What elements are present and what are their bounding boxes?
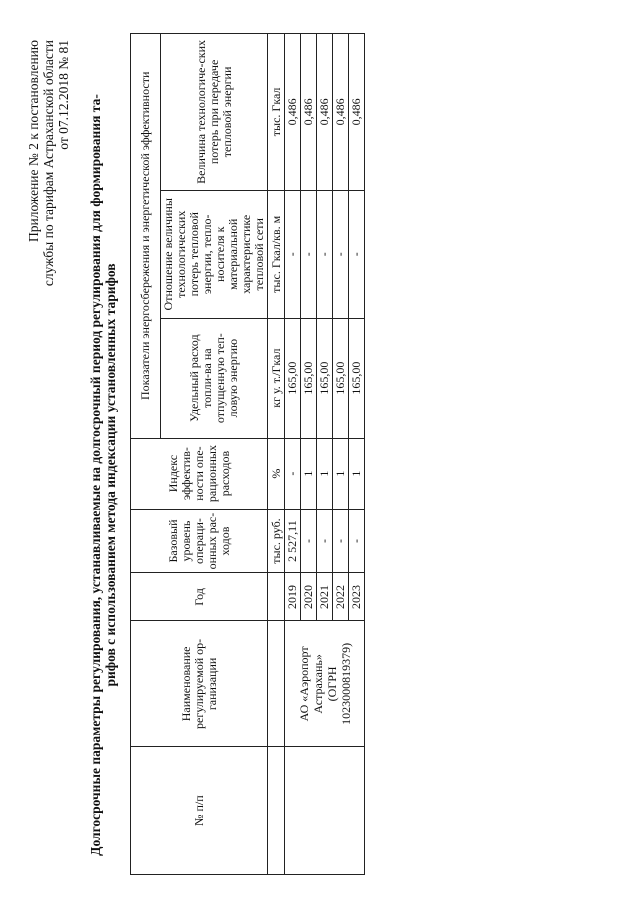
col-header-base: Базовый уровень операци-онных рас-ходов [131,509,268,573]
cell-base: - [333,509,349,573]
col-header-ratio: Отношение величины технологических потерь тепловой энергии, тепло-носителя к материальной характеристике тепловой сети [161,190,268,318]
cell-ratio: - [301,190,317,318]
cell-year: 2023 [349,573,365,621]
cell-organization [285,621,365,747]
cell-fuel: 165,00 [301,318,317,438]
cell-losses: 0,486 [349,34,365,191]
org-line-2: Астрахань» [310,654,325,714]
col-header-fuel: Удельный расход топли-ва на отпущенную теп-ловую энергию [161,318,268,438]
appendix-line-2: службы по тарифам Астраханской области [41,40,56,287]
cell-base: 2 527,11 [285,509,301,573]
cell-fuel: 165,00 [333,318,349,438]
col-header-group: Показатели энергосбережения и энергетической эффективности [131,34,161,439]
unit-ratio: тыс. Гкал/кв. м [268,190,285,318]
col-header-index: Индекс эффектив-ности опе-рационных расходов [131,438,268,509]
cell-fuel: 165,00 [317,318,333,438]
cell-year: 2019 [285,573,301,621]
cell-index: 1 [301,438,317,509]
cell-base: - [301,509,317,573]
cell-year: 2020 [301,573,317,621]
document-title-line-1: Долгосрочные параметры регулирования, устанавливаемые на долгосрочный период регулирования для формирования та- [88,94,103,856]
cell-ratio: - [333,190,349,318]
org-line-1: АО «Аэропорт [296,646,311,722]
document-title [88,75,118,875]
document-title-line-2: рифов с использованием метода индексации установленных тарифов [103,263,118,687]
units-row [268,34,285,875]
col-header-year: Год [131,573,268,621]
unit-num [268,747,285,875]
col-header-org: Наименование регулируемой ор-ганизации [131,621,268,747]
org-line-4: 1023000819379) [338,642,353,725]
cell-losses: 0,486 [317,34,333,191]
cell-losses: 0,486 [333,34,349,191]
unit-org [268,621,285,747]
unit-fuel: кг у. т./Гкал [268,318,285,438]
unit-year [268,573,285,621]
cell-base: - [349,509,365,573]
cell-num [285,747,365,875]
unit-index: % [268,438,285,509]
appendix-line-1: Приложение № 2 к постановлению [26,40,41,242]
unit-base: тыс. руб. [268,509,285,573]
org-line-3: (ОГРН [324,666,339,702]
cell-losses: 0,486 [285,34,301,191]
cell-ratio: - [349,190,365,318]
cell-losses: 0,486 [301,34,317,191]
cell-index: 1 [317,438,333,509]
cell-year: 2022 [333,573,349,621]
cell-fuel: 165,00 [349,318,365,438]
cell-index: - [285,438,301,509]
parameters-table [130,33,365,875]
cell-ratio: - [317,190,333,318]
unit-losses: тыс. Гкал [268,34,285,191]
appendix-header [26,40,71,370]
cell-fuel: 165,00 [285,318,301,438]
col-header-losses: Величина технологиче-ских потерь при передаче тепловой энергии [161,34,268,191]
table-row [285,34,301,875]
cell-ratio: - [285,190,301,318]
header-row-group [131,34,161,875]
cell-index: 1 [333,438,349,509]
col-header-num: № п/п [131,747,268,875]
cell-year: 2021 [317,573,333,621]
cell-base: - [317,509,333,573]
cell-index: 1 [349,438,365,509]
appendix-line-3: от 07.12.2018 № 81 [56,40,71,150]
